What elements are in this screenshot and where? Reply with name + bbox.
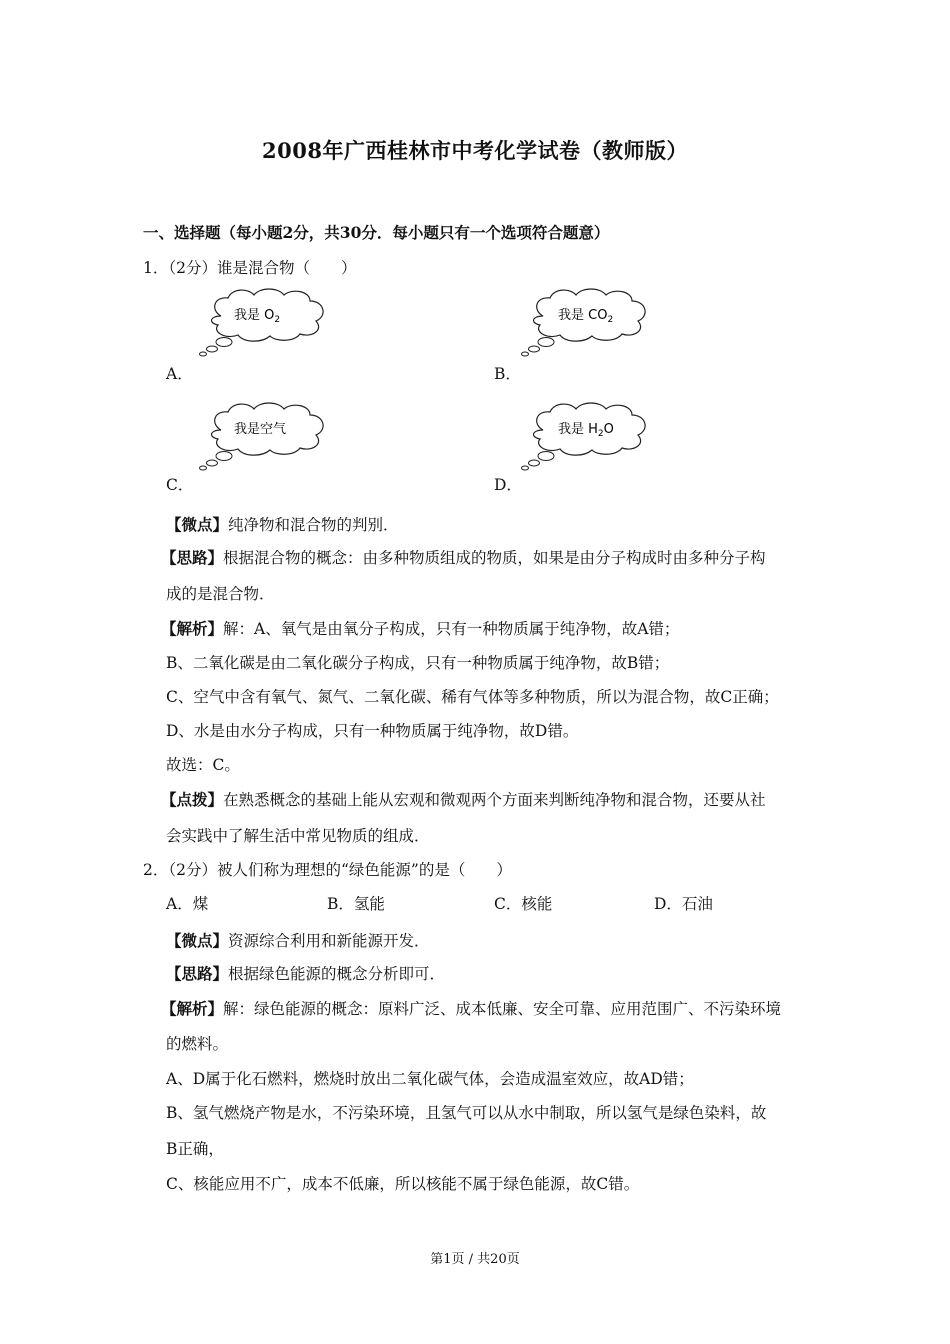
q1-silu-tag: 【思路】: [161, 548, 224, 567]
q2-jiexi-text-3: A、D属于化石燃料，燃烧时放出二氧化碳气体，会造成温室效应，故AD错；: [166, 1070, 694, 1088]
q1-jiexi-text-1: 解：A、氧气是由氧分子构成，只有一种物质属于纯净物，故A错；: [223, 620, 680, 638]
q2-option-a[interactable]: A．煤: [166, 895, 209, 913]
q2-weidian: [166, 929, 430, 951]
q2-jiexi-text-5: B正确，: [166, 1140, 224, 1158]
bubble-d-text: 我是 H: [558, 422, 598, 437]
q2-weidian-tag: 【微点】: [166, 931, 229, 950]
q2-option-d[interactable]: D．石油: [654, 895, 713, 913]
option-b-label[interactable]: B．: [494, 365, 521, 383]
q2-silu: [166, 962, 445, 984]
page-footer: 第1页 / 共20页: [430, 1252, 520, 1267]
bubble-d-tail: O: [603, 422, 614, 437]
q1-jiexi: [161, 617, 679, 639]
q1-dianbo-tag: 【点拨】: [161, 790, 224, 809]
bubble-b-sub: 2: [607, 315, 614, 325]
bubble-a-sub: 2: [274, 315, 281, 325]
thought-bubble-a: [196, 286, 336, 358]
svg-text:我是 O2: [234, 308, 280, 325]
q1-dianbo-text-1: 在熟悉概念的基础上能从宏观和微观两个方面来判断纯净物和混合物，还要从社: [223, 791, 766, 809]
bubble-c-text: 我是空气: [234, 422, 287, 437]
document-title: 2008年广西桂林市中考化学试卷（教师版）: [262, 138, 688, 163]
q1-dianbo-text-2: 会实践中了解生活中常见物质的组成．: [166, 827, 430, 845]
thought-bubble-d: [518, 400, 663, 472]
q2-weidian-text: 资源综合利用和新能源开发．: [228, 932, 430, 950]
bubble-a-text: 我是 O: [234, 308, 275, 323]
q2-silu-tag: 【思路】: [166, 964, 229, 983]
question-1-stem: 1．（2分）谁是混合物（ ）: [143, 259, 357, 277]
q1-weidian-tag: 【微点】: [166, 515, 229, 534]
section-heading: 一、选择题（每小题2分，共30分．每小题只有一个选项符合题意）: [143, 223, 610, 242]
bubble-b-text: 我是 CO: [558, 308, 608, 323]
q1-jiexi-tag: 【解析】: [161, 619, 224, 638]
q2-jiexi-text-6: C、核能应用不广，成本不低廉，所以核能不属于绿色能源，故C错。: [166, 1175, 640, 1193]
bubble-d-sub: 2: [597, 429, 604, 439]
q1-weidian-text: 纯净物和混合物的判别．: [228, 516, 399, 534]
option-d-label[interactable]: D．: [494, 476, 522, 494]
q1-answer: 故选：C。: [166, 756, 240, 774]
q2-jiexi-text-1: 解：绿色能源的概念：原料广泛、成本低廉、安全可靠、应用范围广、不污染环境: [223, 1000, 782, 1018]
q1-weidian: [166, 513, 399, 535]
option-a-label[interactable]: A．: [166, 365, 193, 383]
option-c-label[interactable]: C．: [166, 476, 194, 494]
q2-silu-text: 根据绿色能源的概念分析即可．: [228, 965, 446, 983]
question-2-stem: 2．（2分）被人们称为理想的“绿色能源”的是（ ）: [143, 861, 512, 879]
thought-bubble-c: [196, 400, 336, 472]
q1-jiexi-text-4: D、水是由水分子构成，只有一种物质属于纯净物，故D错。: [166, 722, 579, 740]
q2-option-b[interactable]: B．氢能: [327, 895, 385, 913]
svg-text:我是 H2O: [558, 422, 614, 439]
q2-jiexi: [161, 997, 781, 1019]
q1-jiexi-text-3: C、空气中含有氧气、氮气、二氧化碳、稀有气体等多种物质，所以为混合物，故C正确；: [166, 688, 779, 706]
q1-silu-text-1: 根据混合物的概念：由多种物质组成的物质，如果是由分子构成时由多种分子构: [223, 549, 766, 567]
q1-silu-text-2: 成的是混合物．: [166, 585, 275, 603]
thought-bubble-b: [518, 286, 663, 358]
q1-jiexi-text-2: B、二氧化碳是由二氧化碳分子构成，只有一种物质属于纯净物，故B错；: [166, 654, 670, 672]
q2-option-c[interactable]: C．核能: [494, 895, 553, 913]
q2-jiexi-text-4: B、氢气燃烧产物是水，不污染环境，且氢气可以从水中制取，所以氢气是绿色染料，故: [166, 1104, 767, 1122]
q2-jiexi-text-2: 的燃料。: [166, 1035, 229, 1053]
q1-dianbo: [161, 788, 766, 810]
q2-jiexi-tag: 【解析】: [161, 999, 224, 1018]
svg-text:我是 CO2: [558, 308, 613, 325]
q1-silu: [161, 546, 766, 568]
